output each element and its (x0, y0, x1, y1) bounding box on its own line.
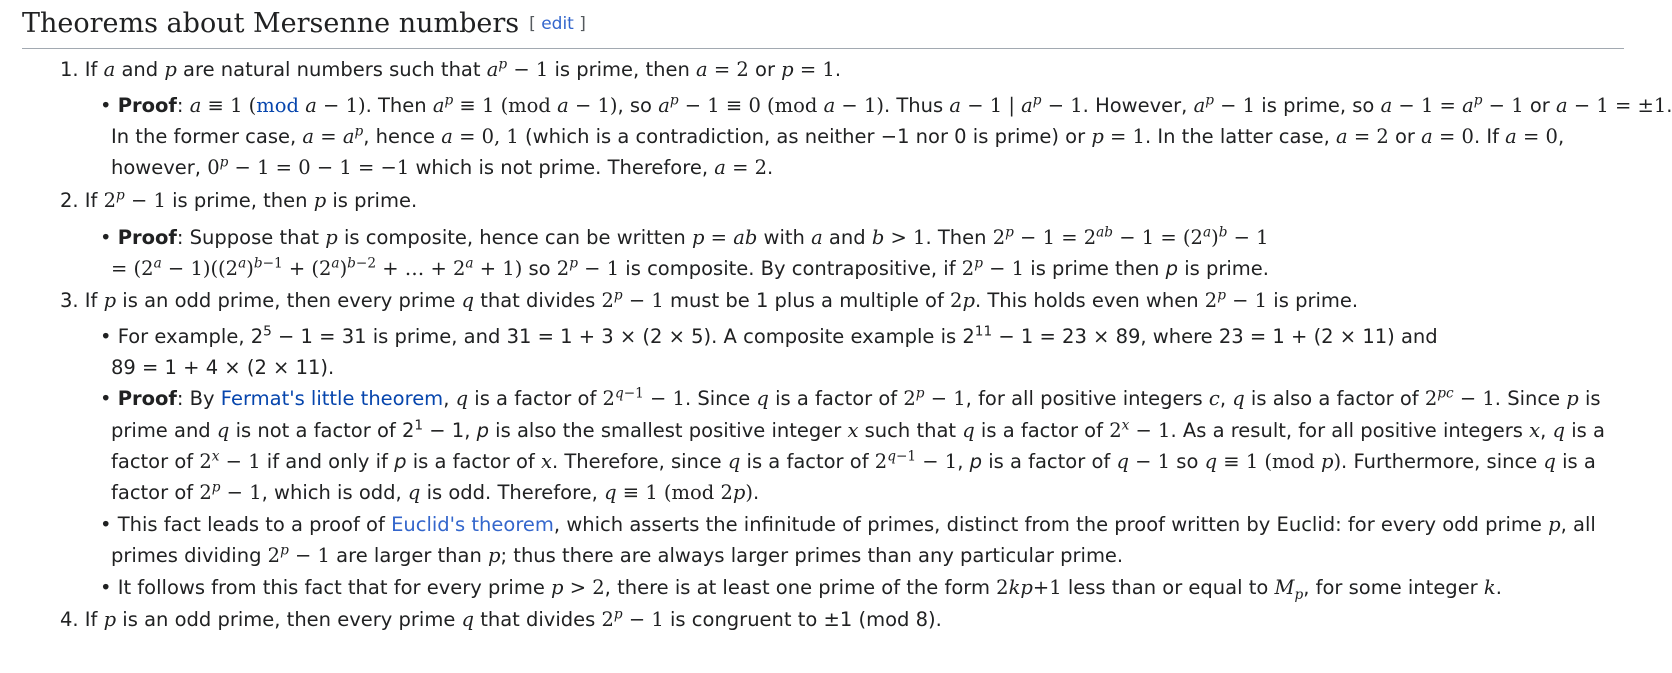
theorem-2-proof-line2: = $(2^a - 1)((2^a)^{b-1} + (2^a)^{b-2}$ + … + $2^a + 1$) so $2^p - 1$ is composite. By contrapositive, if $2^p - 1$ is prime then p is prime. (111, 255, 1269, 280)
theorem-3-proof-line2: prime and q is not a factor of $2^1 - 1$, p is also the smallest positive integer x such that q is a factor of $2^x - 1$. As a result, for all positive integers x, q is a (111, 417, 1605, 442)
section-heading (22, 8, 1624, 49)
theorem-3-corollary: • It follows from this fact that for every prime p > 2, there is at least one prime of the form 2kp+1 less than or equal to $M_p$, for some integer k. (100, 575, 1502, 601)
theorem-3-proof-line4: factor of $2^p - 1$, which is odd, q is odd. Therefore, q ≡ 1 (mod 2p). (111, 479, 760, 504)
theorem-3-example: • For example, $2^5 - 1 = 31$ is prime, and 31 = 1 + 3 × (2 × 5). A composite example is $2^{11} - 1 = 23 \times 89$, where 23 = 1 + (2 × 11) and (100, 324, 1438, 350)
theorem-3-euclid: • This fact leads to a proof of Euclid's theorem, which asserts the infinitude of primes, distinct from the proof written by Euclid: for every odd prime p, all (100, 512, 1596, 538)
theorem-2-number: 2. (60, 189, 79, 212)
theorem-1-proof-line2: In the former case, $a = a^p$, hence a = 0, 1 (which is a contradiction, as neither −1 nor 0 is prime) or p = 1. In the latter case, a = 2 or a = 0. If a = 0, (111, 123, 1565, 148)
theorem-3-proof-line3: factor of $2^x - 1$ if and only if p is a factor of x. Therefore, since q is a factor of $2^{q-1} - 1$, p is a factor of q − 1 so q ≡ 1 (mod p). Furthermore, since q is a (111, 448, 1596, 473)
theorem-2-proof: • Proof: Suppose that p is composite, hence can be written p = ab with a and b > 1. Then $2^p - 1 = 2^{ab} - 1 = (2^a)^b - 1$ (100, 225, 1269, 251)
theorem-4-number: 4. (60, 608, 79, 631)
theorem-3-number: 3. (60, 289, 79, 312)
proof-label: Proof (117, 387, 177, 410)
edit-link[interactable]: edit (541, 14, 574, 34)
theorem-1-proof-line3: however, $0^p - 1 = 0 - 1 = -1$ which is not prime. Therefore, a = 2. (111, 154, 774, 179)
theorem-3-example-line2: 89 = 1 + 4 × (2 × 11). (111, 356, 335, 379)
theorem-1: 1. If a and p are natural numbers such that $a^p - 1$ is prime, then a = 2 or p = 1. (60, 56, 842, 81)
theorem-3: 3. If p is an odd prime, then every prime q that divides $2^p - 1$ must be 1 plus a multiple of 2p. This holds even when $2^p - 1$ is prime. (60, 287, 1359, 312)
proof-label: Proof (117, 94, 177, 117)
theorem-2: 2. If $2^p - 1$ is prime, then p is prime. (60, 187, 418, 212)
theorem-1-number: 1. (60, 58, 79, 81)
fermat-link[interactable]: Fermat's little theorem (220, 387, 444, 410)
theorem-1-proof: • Proof: a ≡ 1 (mod a − 1). Then $a^p \equiv 1$ (mod a − 1), so $a^p - 1 \equiv 0$ (mod a − 1). Thus a − 1 | $a^p - 1$. However, $a^p - 1$ is prime, so $a - 1 = a^p - 1$ or a − 1 = ±1. (100, 93, 1672, 119)
proof-label: Proof (117, 226, 177, 249)
mod-link[interactable]: mod (256, 94, 299, 117)
edit-section: [ edit ] (529, 14, 586, 34)
euclid-link[interactable]: Euclid's theorem (391, 513, 554, 536)
theorem-3-euclid-line2: primes dividing $2^p - 1$ are larger than p; thus there are always larger primes than any particular prime. (111, 542, 1124, 567)
section-title: Theorems about Mersenne numbers (22, 8, 520, 39)
theorem-4: 4. If p is an odd prime, then every prime q that divides $2^p - 1$ is congruent to ±1 (mod 8). (60, 606, 942, 631)
theorem-3-proof: • Proof: By Fermat's little theorem, q is a factor of $2^{q-1} - 1$. Since q is a factor of $2^p - 1$, for all positive integers c, q is also a factor of $2^{pc} - 1$. Since p is (100, 386, 1601, 412)
